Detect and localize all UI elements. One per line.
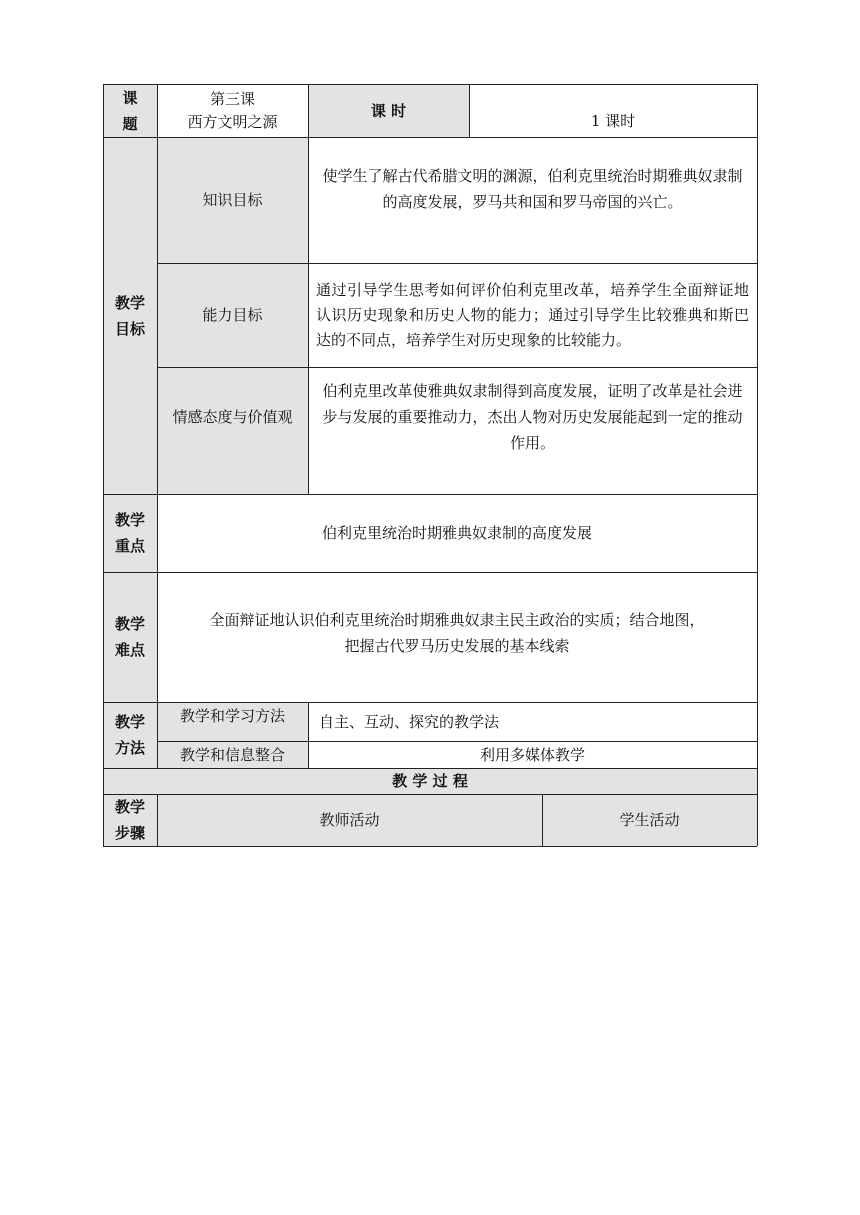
info-integration-value: 利用多媒体教学 — [479, 745, 585, 764]
methods-label: 教学方法 — [114, 713, 145, 757]
objectives-label: 教学目标 — [114, 293, 145, 338]
difficulty-label: 教学难点 — [114, 615, 145, 659]
lesson-title: 西方文明之源 — [187, 112, 278, 131]
hours-label: 课 时 — [370, 101, 407, 120]
knowledge-objective-title: 知识目标 — [202, 191, 263, 209]
hours-value: 1 课时 — [590, 112, 636, 130]
ability-objective-title: 能力目标 — [202, 306, 263, 324]
difficulty-text-line2: 把握古代罗马历史发展的基本线索 — [344, 637, 570, 655]
keypoint-text: 伯利克里统治时期雅典奴隶制的高度发展 — [321, 524, 592, 542]
learning-method-value: 自主、互动、探究的教学法 — [319, 712, 500, 731]
lesson-number: 第三课 — [209, 89, 255, 108]
knowledge-objective-text: 使学生了解古代希腊文明的渊源，伯利克里统治时期雅典奴隶制的高度发展，罗马共和国和罗马帝国的兴亡。 — [322, 167, 743, 211]
info-integration-title: 教学和信息整合 — [179, 745, 285, 764]
emotion-objective-title: 情感态度与价值观 — [172, 407, 293, 426]
difficulty-text-line1: 全面辩证地认识伯利克里统治时期雅典奴隶主民主政治的实质；结合地图， — [209, 611, 705, 629]
lesson-label: 课题 — [122, 88, 138, 133]
student-activity-header: 学生活动 — [619, 811, 680, 829]
emotion-objective-text: 伯利克里改革使雅典奴隶制得到高度发展，证明了改革是社会进步与发展的重要推动力，杰出人物对历史发展能起到一定的推动作用。 — [322, 381, 743, 452]
learning-method-title: 教学和学习方法 — [179, 707, 285, 725]
ability-objective-text: 通过引导学生思考如何评价伯利克里改革，培养学生全面辩证地认识历史现象和历史人物的能力；通过引导学生比较雅典和斯巴达的不同点，培养学生对历史现象的比较能力。 — [316, 280, 749, 349]
steps-label: 教学步骤 — [114, 798, 145, 842]
teacher-activity-header: 教师活动 — [319, 811, 380, 829]
keypoint-label: 教学重点 — [114, 511, 145, 555]
process-title: 教 学 过 程 — [392, 772, 468, 790]
